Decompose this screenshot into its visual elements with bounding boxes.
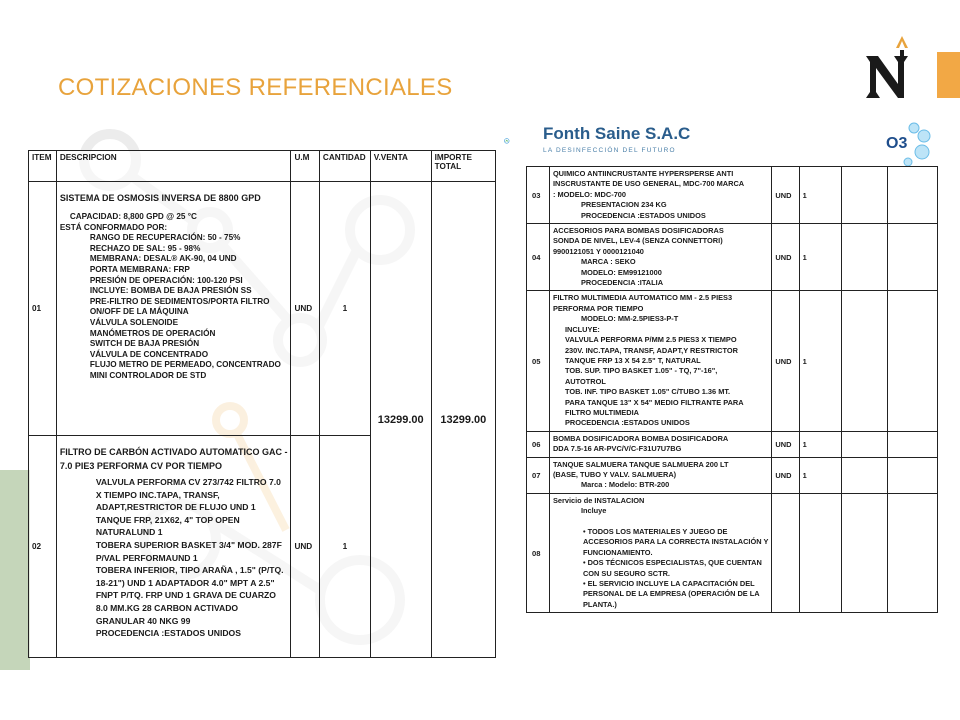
item-v-venta bbox=[841, 167, 887, 224]
item-importe-total bbox=[888, 431, 938, 457]
item-description bbox=[549, 457, 771, 493]
item-number: 02 bbox=[29, 436, 57, 658]
description-line: PROCEDENCIA :ESTADOS UNIDOS bbox=[564, 418, 690, 428]
description-line: TOB. INF. TIPO BASKET 1.05" C/TUBO 1.36 MT. bbox=[564, 387, 731, 397]
description-line: TANQUE SALMUERA TANQUE SALMUERA 200 LT bbox=[552, 459, 729, 469]
description-line: Servicio de INSTALACION bbox=[552, 495, 645, 505]
description-line: RECHAZO DE SAL: 95 - 98% bbox=[89, 243, 201, 253]
item-description bbox=[549, 167, 771, 224]
description-line: VALVULA PERFORMA P/MM 2.5 PIES3 X TIEMPO bbox=[564, 335, 737, 345]
item-description bbox=[549, 224, 771, 291]
item-number: 07 bbox=[527, 457, 550, 493]
company-name: Fonth Saine S.A.C bbox=[543, 124, 691, 143]
item-um bbox=[772, 493, 799, 612]
description-line: ACCESORIOS PARA LA CORRECTA INSTALACIÓN Y bbox=[582, 537, 769, 547]
description-line: TOB. SUP. TIPO BASKET 1.05" - TQ, 7"-16", bbox=[564, 366, 718, 376]
description-line: PROCEDENCIA :ITALIA bbox=[580, 278, 664, 288]
item-number: 06 bbox=[527, 431, 550, 457]
item-description bbox=[549, 291, 771, 431]
description-line: CAPACIDAD: 8,800 GPD @ 25 °C bbox=[69, 212, 197, 221]
item-description bbox=[56, 436, 291, 658]
company-tagline: LA DESINFECCIÓN DEL FUTURO bbox=[543, 147, 676, 154]
item-v-venta bbox=[841, 493, 887, 612]
accent-bar bbox=[937, 52, 960, 98]
description-line: 8.0 MM.KG 28 CARBON ACTIVADO bbox=[95, 602, 239, 613]
header-descripcion: DESCRIPCION bbox=[56, 151, 291, 182]
header-cantidad: CANTIDAD bbox=[319, 151, 370, 182]
description-line: SONDA DE NIVEL, LEV-4 (SENZA CONNETTORI) bbox=[552, 236, 723, 246]
description-line: BOMBA DOSIFICADORA BOMBA DOSIFICADORA bbox=[552, 433, 729, 443]
description-line: • DOS TÉCNICOS ESPECIALISTAS, QUE CUENTAN bbox=[582, 558, 762, 568]
item-detail-lines bbox=[60, 476, 288, 640]
description-line: MODELO: MM-2.5PIES3-P-T bbox=[580, 314, 679, 324]
item-v-venta bbox=[841, 431, 887, 457]
table-row bbox=[29, 182, 496, 436]
item-description bbox=[549, 431, 771, 457]
description-line: MODELO: EM99121000 bbox=[580, 267, 662, 277]
description-line: PROCEDENCIA :ESTADOS UNIDOS bbox=[580, 210, 706, 220]
slide-title: COTIZACIONES REFERENCIALES bbox=[58, 74, 453, 101]
item-importe-total bbox=[888, 457, 938, 493]
description-line bbox=[553, 517, 768, 527]
description-line: TANQUE FRP, 21X62, 4" TOP OPEN bbox=[95, 514, 240, 525]
item-um: UND bbox=[772, 431, 799, 457]
description-line: 9900121051 Y 0000121040 bbox=[552, 246, 644, 256]
description-line: QUIMICO ANTIINCRUSTANTE HYPERSPERSE ANTI bbox=[552, 169, 734, 178]
table-header-row bbox=[29, 151, 496, 182]
description-line: ESTÁ CONFORMADO POR: bbox=[59, 222, 168, 232]
quote-table-left bbox=[28, 150, 496, 658]
o3-label: O3 bbox=[886, 135, 908, 152]
item-um: UND bbox=[772, 291, 799, 431]
item-number: 03 bbox=[527, 167, 550, 224]
item-v-venta bbox=[841, 224, 887, 291]
item-importe-total bbox=[888, 224, 938, 291]
quote-table-right bbox=[526, 166, 938, 613]
table-row bbox=[527, 167, 938, 224]
importe-total-value: 13299.00 bbox=[431, 182, 495, 658]
description-line: FUNCIONAMIENTO. bbox=[582, 547, 653, 557]
description-line: GRANULAR 40 NKG 99 bbox=[95, 615, 191, 626]
description-line: • EL SERVICIO INCLUYE LA CAPACITACIÓN DEL bbox=[582, 579, 755, 589]
item-um: UND bbox=[291, 436, 319, 658]
ozone-bubbles-icon bbox=[884, 118, 932, 168]
description-line: FNPT P/TQ. FRP UND 1 GRAVA DE CUARZO bbox=[95, 590, 276, 601]
description-line: AUTOTROL bbox=[564, 376, 606, 386]
item-cantidad: 1 bbox=[799, 431, 841, 457]
description-line: ON/OFF DE LA MÁQUINA bbox=[89, 307, 189, 317]
table-row bbox=[527, 291, 938, 431]
description-line: PLANTA.) bbox=[582, 599, 617, 609]
description-line: Marca : Modelo: BTR-200 bbox=[580, 480, 670, 490]
description-line: INSCRUSTANTE DE USO GENERAL, MDC-700 MARCA bbox=[552, 179, 745, 189]
item-title-line: FILTRO DE CARBÓN ACTIVADO AUTOMATICO GAC - bbox=[59, 447, 288, 457]
description-line: (BASE, TUBO Y VALV. SALMUERA) bbox=[552, 469, 677, 479]
item-cantidad: 1 bbox=[319, 436, 370, 658]
item-detail-lines bbox=[60, 212, 288, 382]
item-um: UND bbox=[772, 224, 799, 291]
header-v-venta: V.VENTA bbox=[370, 151, 431, 182]
description-line: 230V. INC.TAPA, TRANSF, ADAPT,Y RESTRICTOR bbox=[564, 345, 738, 355]
description-line: MARCA : SEKO bbox=[580, 257, 636, 267]
description-line: ACCESORIOS PARA BOMBAS DOSIFICADORAS bbox=[552, 226, 724, 236]
description-line: MEMBRANA: DESAL® AK-90, 04 UND bbox=[89, 254, 237, 264]
description-line: MINI CONTROLADOR DE STD bbox=[89, 370, 207, 380]
description-line: VÁLVULA SOLENOIDE bbox=[89, 317, 179, 327]
item-importe-total bbox=[888, 167, 938, 224]
item-title-line: 7.0 PIE3 PERFORMA CV POR TIEMPO bbox=[59, 461, 223, 471]
item-importe-total bbox=[888, 291, 938, 431]
description-line: CON SU SEGURO SCTR. bbox=[582, 568, 670, 578]
table-row bbox=[527, 457, 938, 493]
description-line: FILTRO MULTIMEDIA AUTOMATICO MM - 2.5 PIES3 bbox=[552, 293, 733, 303]
item-number: 08 bbox=[527, 493, 550, 612]
description-line: VÁLVULA DE CONCENTRADO bbox=[89, 349, 209, 359]
item-cantidad: 1 bbox=[799, 291, 841, 431]
description-line: FLUJO METRO DE PERMEADO, CONCENTRADO bbox=[89, 360, 281, 370]
description-line: DDA 7.5-16 AR-PVC/V/C-F31U7U7BG bbox=[552, 444, 682, 454]
description-line: PARA TANQUE 13" X 54" MEDIO FILTRANTE PARA bbox=[564, 397, 744, 407]
description-line: PRESENTACION 234 KG bbox=[580, 200, 667, 210]
table-row bbox=[527, 493, 938, 612]
header-importe-total: IMPORTE TOTAL bbox=[431, 151, 495, 182]
item-cantidad: 1 bbox=[319, 182, 370, 436]
item-um: UND bbox=[291, 182, 319, 436]
item-number: 05 bbox=[527, 291, 550, 431]
description-line: SWITCH DE BAJA PRESIÓN bbox=[89, 339, 200, 349]
company-n-logo bbox=[864, 32, 912, 102]
description-line: VALVULA PERFORMA CV 273/742 FILTRO 7.0 bbox=[95, 477, 281, 487]
description-line: PERSONAL DE LA EMPRESA (OPERACIÓN DE LA bbox=[582, 589, 760, 599]
item-um: UND bbox=[772, 457, 799, 493]
description-line: • TODOS LOS MATERIALES Y JUEGO DE bbox=[582, 527, 728, 536]
item-um: UND bbox=[772, 167, 799, 224]
item-cantidad: 1 bbox=[799, 167, 841, 224]
table-row bbox=[527, 431, 938, 457]
description-line: 18-21") UND 1 ADAPTADOR 4.0" MPT A 2.5" bbox=[95, 577, 275, 588]
description-line: PORTA MEMBRANA: FRP bbox=[89, 264, 190, 274]
description-line: : MODELO: MDC-700 bbox=[552, 189, 627, 199]
item-description bbox=[56, 182, 291, 436]
item-cantidad: 1 bbox=[799, 457, 841, 493]
item-title: SISTEMA DE OSMOSIS INVERSA DE 8800 GPD bbox=[59, 193, 261, 203]
item-v-venta bbox=[841, 457, 887, 493]
fonth-saine-logo-icon bbox=[504, 116, 544, 166]
v-venta-value: 13299.00 bbox=[370, 182, 431, 658]
description-line: TOBERA SUPERIOR BASKET 3/4" MOD. 287F bbox=[95, 539, 282, 550]
item-cantidad bbox=[799, 493, 841, 612]
description-line: FILTRO MULTIMEDIA bbox=[564, 407, 639, 417]
table-row bbox=[527, 224, 938, 291]
description-line: INCLUYE: BOMBA DE BAJA PRESIÓN SS bbox=[89, 286, 252, 296]
description-line: PROCEDENCIA :ESTADOS UNIDOS bbox=[95, 628, 241, 639]
item-cantidad: 1 bbox=[799, 224, 841, 291]
item-v-venta bbox=[841, 291, 887, 431]
description-line: X TIEMPO INC.TAPA, TRANSF, bbox=[95, 489, 220, 500]
description-line: NATURALUND 1 bbox=[95, 527, 163, 538]
description-line: ADAPT,RESTRICTOR DE FLUJO UND 1 bbox=[95, 502, 256, 513]
description-line: Incluye bbox=[580, 506, 607, 516]
description-line: PERFORMA POR TIEMPO bbox=[552, 303, 644, 313]
description-line: MANÓMETROS DE OPERACIÓN bbox=[89, 328, 216, 338]
description-line: PRESIÓN DE OPERACIÓN: 100-120 PSI bbox=[89, 275, 243, 285]
item-description bbox=[549, 493, 771, 612]
item-importe-total bbox=[888, 493, 938, 612]
item-number: 04 bbox=[527, 224, 550, 291]
header-um: U.M bbox=[291, 151, 319, 182]
header-item: ITEM bbox=[29, 151, 57, 182]
description-line: TOBERA INFERIOR, TIPO ARAÑA , 1.5" (P/TQ. bbox=[95, 565, 284, 576]
item-number: 01 bbox=[29, 182, 57, 436]
description-line: RANGO DE RECUPERACIÓN: 50 - 75% bbox=[89, 233, 241, 243]
description-line: INCLUYE: bbox=[564, 324, 600, 334]
description-line: P/VAL PERFORMAUND 1 bbox=[95, 552, 198, 563]
description-line: PRE-FILTRO DE SEDIMENTOS/PORTA FILTRO bbox=[89, 296, 270, 306]
description-line: TANQUE FRP 13 X 54 2.5" T, NATURAL bbox=[564, 355, 701, 365]
